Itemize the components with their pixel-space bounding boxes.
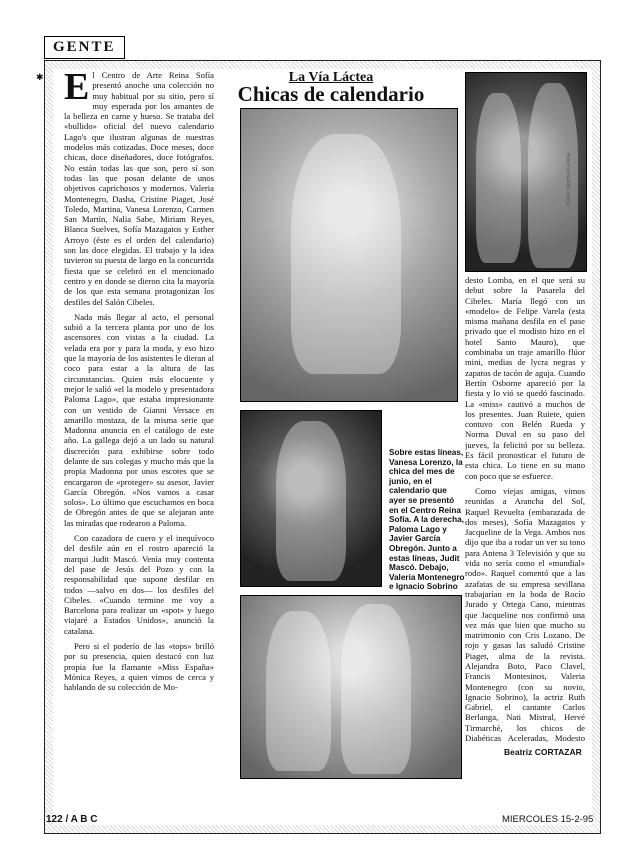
- page-number: 122 / A B C: [46, 814, 98, 825]
- photo-credit: Fotos: Sánchez Lerena: [566, 153, 572, 205]
- drop-cap: E: [64, 70, 90, 108]
- photo-caption: Sobre estas líneas, Vanesa Lorenzo, la chica del mes de junio, en el calendario que ayer se presentó en el Centro Reina Sofía. A la derecha, Paloma Lago y Javier García Obregón. Junto a estas líneas, Judit Mascó. Debajo, Valeria Montenegro e Ignacio Sobrino: [389, 448, 465, 592]
- photo-judit-masco: [240, 410, 382, 587]
- photo-valeria-montenegro: [240, 595, 462, 779]
- paragraph: Como viejas amigas, vimos reunidas a Arancha del Sol, Raquel Revuelta (embarazada de dos meses), Sofía Mazagatos y Jacqueline de la Vega. Ambos nos dijo que iba a rodar un ver su tono para Antena 3 Televisión y que su vida no sería como el «mundial» rodo». Raquel comentó que a las azafatas de su empresa sevillana trabajarían en la boda de Rocío Jurado y Ortega Cano, mientras que Jacqueline nos confirmó una vez más que bien que mucho su matrimonio con Cris Lozano. De rojo y gasas las saludó Cristine Piaget, alma de la revista. Alejandra Boto, Paco Clavel, Francis Montesinos, Valeria Montenegro (con su novio, Ignacio Sobrino), la actriz Ruth Gabriel, el cantante Carlos Berlanga, Nati Mistral, Hervé Tirmarché, los chicos de Diabéticas Aceleradas, Modesto: [465, 485, 585, 743]
- paragraph: El Centro de Arte Reina Sofía presentó anoche una colección no muy habitual por su sitio, pero sí muy esperada por los amantes de la belleza en carne y hueso. Se trataba del «bullido» oficial del nuevo calendario Lago's que ilustran algunas de nuestras modelos más cotizadas. Doce meses, doce chicas, doce diseñadores, doce fotógrafos. No están todas las que son, pero sí son todas las que posan delante de unos objetivos caprichosos y modernos. Valeria Montenegro, Dasha, Cristine Piaget, José Toledo, Martina, Vanesa Lorenzo, Carmen San Martín, Nalia Sabe, Miriam Reyes, Blanca Suelves, Sofía Mazagatos y Esther Arroyo (éste es el orden del calendario) son las doce elegidas. El trabajo y la idea tuvieron su puesta de largo en la concurrida fiesta que se celebró en el mencionado centro y en donde se dieron cita la mayoría de los que esta semana protagonizan los desfiles del Salón Cibeles.: [64, 70, 214, 307]
- paragraph: Nada más llegar al acto, el personal subió a la tercera planta por uno de los ascensores con vistas a la ciudad. La velada era por y para la moda, y eso hizo que la mayoría de los asistentes le dieran al coco para estar a la altura de las circunstancias. Quien más elocuente y mejor le salió «el la modelo y presentadora Paloma Lago», que estaba impresionante con un vestido de Gianni Versace en amarillo mostaza, de la misma serie que Madonna anuncia en el catálogo de este año. La gallega dejó a un lado su natural discreción para exhibirse sobre todo delante de sus colegas y mucho más que la propia Madonna por unos escotes que se encargaron de «proteger» su asesor, Javier García Obregón. «Nos vamos a casar solos». Lo último que escuchamos en boca de Obregón antes de que se alejaran ante las miradas que rodearon a Paloma.: [64, 311, 214, 528]
- paragraph: Con cazadora de cuero y el inequívoco del desfile aún en el rostro apareció la marqui Judit Mascó. Venía muy contenta del pase de Jesús del Pozo y con la responsabilidad que supone desfilar en todos —salvo en dos— los desfiles del Cibeles. «Cuando termine me voy a Barcelona para realizar un «spot» y luego viajaré a Estados Unidos», anunció la catalana.: [64, 533, 214, 636]
- section-label: GENTE: [44, 36, 125, 59]
- article-kicker: La Vía Láctea: [288, 70, 374, 85]
- article-column-1: [64, 70, 214, 810]
- issue-date: MIERCOLES 15-2-95: [502, 814, 594, 825]
- paragraph: desto Lomba, en el que será su debut sobre la Pasarela del Cibeles. María llegó con un «modelo» de Felipe Varela (esta misma mañana desfila en el pase privado que el modisto hizo en el hotel Santo Mauro), que combinaba un traje amarillo flúor mini, medias de lycra negras y zapatos de tacón de aguja. Cuando Bertín Osborne apareció por la fiesta y lo vió se quedó fascinado. La «miss» cautivó a muchos de los presentes. Juan Ruiete, quien contuvo con Belén Rueda y Norma Duval en su paso del jueves, la felicitó por su belleza. Es fácil pronosticar el futuro de esta chica. Lo tiene en su mano con poco que se esfuerce.: [465, 275, 585, 481]
- article-column-3: [465, 275, 585, 743]
- photo-vanesa-lorenzo: [240, 108, 458, 402]
- byline: Beatriz CORTAZAR: [504, 747, 582, 757]
- paragraph: Pero si el poderío de las «tops» brilló por su presencia, quien destacó con luz propia fue la flamante «Miss España» Mónica Reyes, a quien vimos de cerca y hablando de su colección de Mo-: [64, 641, 214, 693]
- article-headline: Chicas de calendario: [237, 82, 425, 106]
- star-icon: ✱: [36, 72, 44, 82]
